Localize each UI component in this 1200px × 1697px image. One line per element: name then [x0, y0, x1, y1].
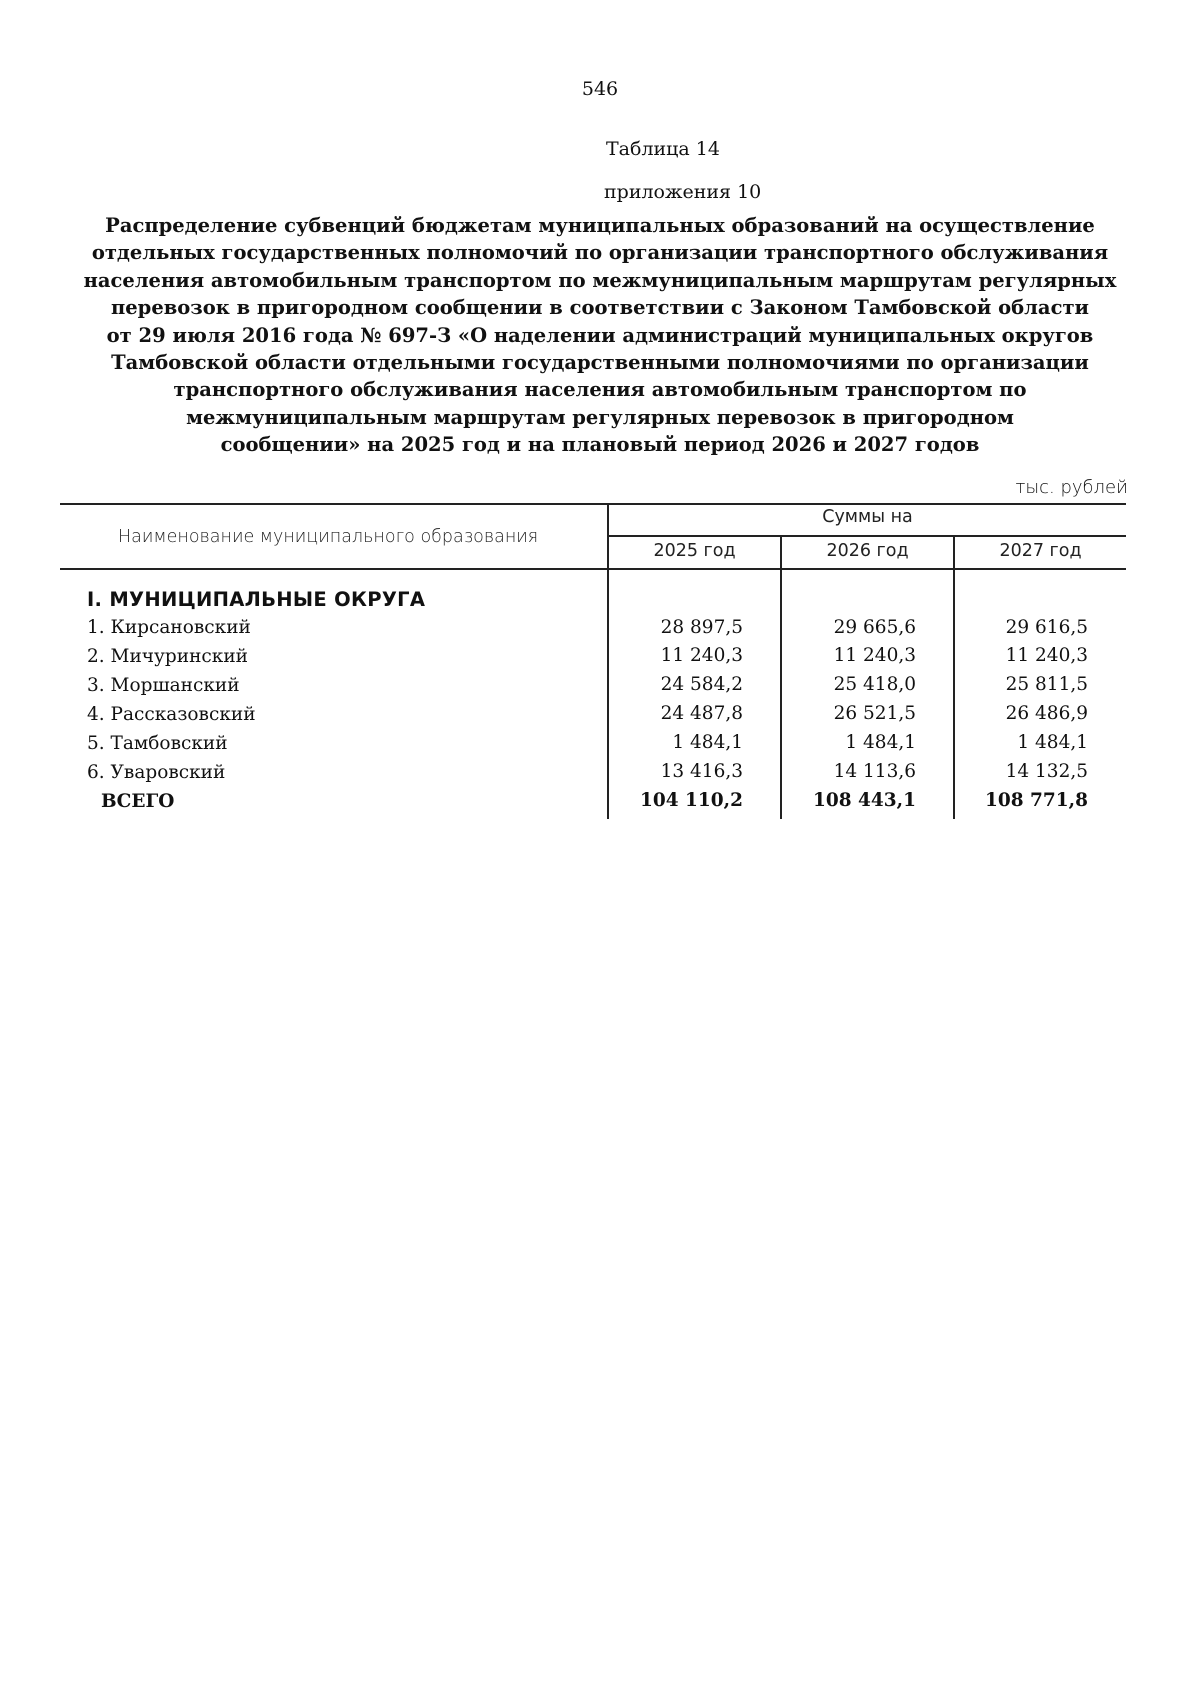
year-header-2027: 2027 год: [999, 541, 1082, 561]
value-2026: 11 240,3: [833, 645, 916, 666]
header-bottom-rule: [60, 568, 1126, 570]
row-name: 2. Мичуринский: [87, 646, 249, 667]
title-line: транспортного обслуживания населения автомобильным транспортом по: [173, 378, 1027, 402]
page-number: 546: [581, 78, 619, 100]
title-line: межмуниципальным маршрутам регулярных перевозок в пригородном: [186, 405, 1014, 429]
value-2026: 14 113,6: [833, 761, 916, 782]
appendix-label: приложения 10: [604, 181, 762, 203]
value-2027: 26 486,9: [1005, 703, 1088, 724]
value-2027: 14 132,5: [1005, 761, 1088, 782]
value-2025: 13 416,3: [660, 761, 743, 782]
value-2027: 29 616,5: [1005, 617, 1088, 638]
title-line: Тамбовской области отдельными государственными полномочиями по организации: [111, 351, 1089, 375]
row-name: 1. Кирсановский: [87, 617, 251, 638]
column-divider: [780, 535, 782, 819]
value-2025: 24 584,2: [660, 674, 743, 695]
table-top-rule: [60, 503, 1126, 505]
units-label: тыс. рублей: [1015, 477, 1128, 498]
name-column-header: Наименование муниципального образования: [118, 527, 539, 547]
total-2025: 104 110,2: [640, 790, 743, 811]
title-line: от 29 июля 2016 года № 697-З «О наделении администраций муниципальных округов: [106, 323, 1094, 347]
title-line: перевозок в пригородном сообщении в соответствии с Законом Тамбовской области: [111, 296, 1089, 320]
table-label: Таблица 14: [606, 138, 720, 160]
row-name: 4. Рассказовский: [87, 704, 256, 725]
total-2026: 108 443,1: [813, 790, 916, 811]
sums-column-header: Суммы на: [822, 507, 913, 527]
value-2027: 25 811,5: [1005, 674, 1088, 695]
title-line: Распределение субвенций бюджетам муниципальных образований на осуществление: [105, 214, 1095, 237]
value-2026: 26 521,5: [833, 703, 916, 724]
year-header-2025: 2025 год: [653, 541, 736, 561]
row-name: 5. Тамбовский: [87, 733, 228, 754]
row-name: 3. Моршанский: [87, 675, 240, 696]
title-line: населения автомобильным транспортом по межмуниципальным маршрутам регулярных: [83, 268, 1117, 292]
column-divider: [953, 535, 955, 819]
title-line: сообщении» на 2025 год и на плановый период 2026 и 2027 годов: [220, 433, 980, 457]
year-header-2026: 2026 год: [826, 541, 909, 561]
value-2025: 24 487,8: [660, 703, 743, 724]
value-2027: 11 240,3: [1005, 645, 1088, 666]
section-title: I. МУНИЦИПАЛЬНЫЕ ОКРУГА: [87, 588, 426, 611]
sums-header-rule: [608, 535, 1126, 537]
value-2027: 1 484,1: [1017, 732, 1088, 753]
document-title: [60, 212, 1140, 459]
value-2026: 1 484,1: [845, 732, 916, 753]
total-label: ВСЕГО: [101, 791, 175, 812]
total-2027: 108 771,8: [985, 790, 1088, 811]
value-2025: 28 897,5: [660, 617, 743, 638]
row-name: 6. Уваровский: [87, 762, 226, 783]
value-2025: 1 484,1: [672, 732, 743, 753]
value-2026: 29 665,6: [833, 617, 916, 638]
title-line: отдельных государственных полномочий по организации транспортного обслуживания: [91, 241, 1109, 265]
value-2026: 25 418,0: [833, 674, 916, 695]
value-2025: 11 240,3: [660, 645, 743, 666]
